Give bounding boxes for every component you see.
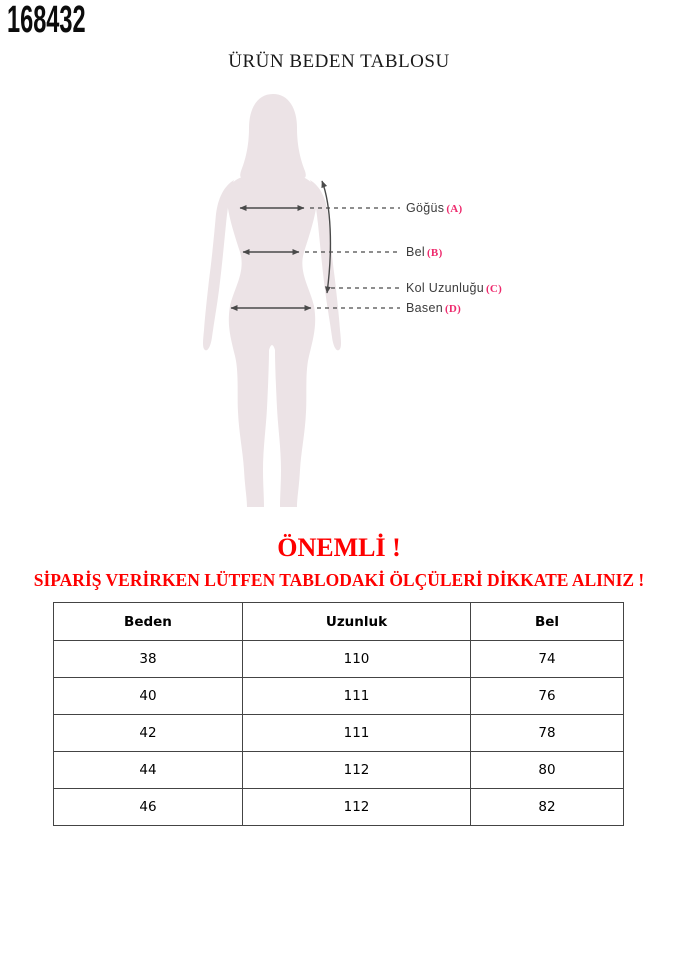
size-table-row [54, 752, 624, 789]
size-table-cell: 44 [54, 752, 243, 789]
size-table-row [54, 641, 624, 678]
measure-label-waist [406, 245, 443, 259]
size-table-cell: 74 [471, 641, 624, 678]
size-table-row [54, 789, 624, 826]
size-table-head [54, 603, 624, 641]
important-warning: SİPARİŞ VERİRKEN LÜTFEN TABLODAKİ ÖLÇÜLERİ DİKKATE ALINIZ ! [33, 570, 645, 590]
measure-label-waist-text: Bel [406, 245, 425, 259]
size-table-cell: 42 [54, 715, 243, 752]
female-silhouette [203, 94, 341, 507]
size-table-cell: 76 [471, 678, 624, 715]
size-table-cell: 78 [471, 715, 624, 752]
size-table-cell: 80 [471, 752, 624, 789]
size-table-body [54, 641, 624, 826]
size-table-row [54, 678, 624, 715]
measure-label-hip-text: Basen [406, 301, 443, 315]
important-heading: ÖNEMLİ ! [277, 533, 401, 562]
size-table-header-row [54, 603, 624, 641]
size-table-cell: 112 [243, 752, 471, 789]
silhouette-torso-legs [227, 175, 317, 507]
measure-label-chest [406, 201, 463, 215]
measure-letter-c: (C) [485, 283, 503, 295]
measure-letter-d: (D) [444, 303, 462, 315]
measure-label-hip [406, 301, 461, 315]
size-table-row [54, 715, 624, 752]
size-table-header-cell: Beden [54, 603, 243, 641]
size-table-cell: 112 [243, 789, 471, 826]
size-table-header-cell: Uzunluk [243, 603, 471, 641]
page-title: ÜRÜN BEDEN TABLOSU [228, 51, 450, 72]
size-table-header-cell: Bel [471, 603, 624, 641]
size-table-cell: 110 [243, 641, 471, 678]
size-table-cell: 111 [243, 715, 471, 752]
measure-label-chest-text: Göğüs [406, 201, 445, 215]
size-table-cell: 82 [471, 789, 624, 826]
measure-label-arm-length [406, 281, 502, 295]
size-table [53, 602, 624, 826]
size-table-cell: 40 [54, 678, 243, 715]
product-code: 168432 [7, 0, 86, 41]
measure-label-arm-length-text: Kol Uzunluğu [406, 281, 484, 295]
size-table-cell: 46 [54, 789, 243, 826]
size-table-cell: 111 [243, 678, 471, 715]
size-table-cell: 38 [54, 641, 243, 678]
measure-letter-b: (B) [426, 247, 443, 259]
silhouette-head [240, 94, 306, 178]
measure-letter-a: (A) [446, 203, 463, 215]
